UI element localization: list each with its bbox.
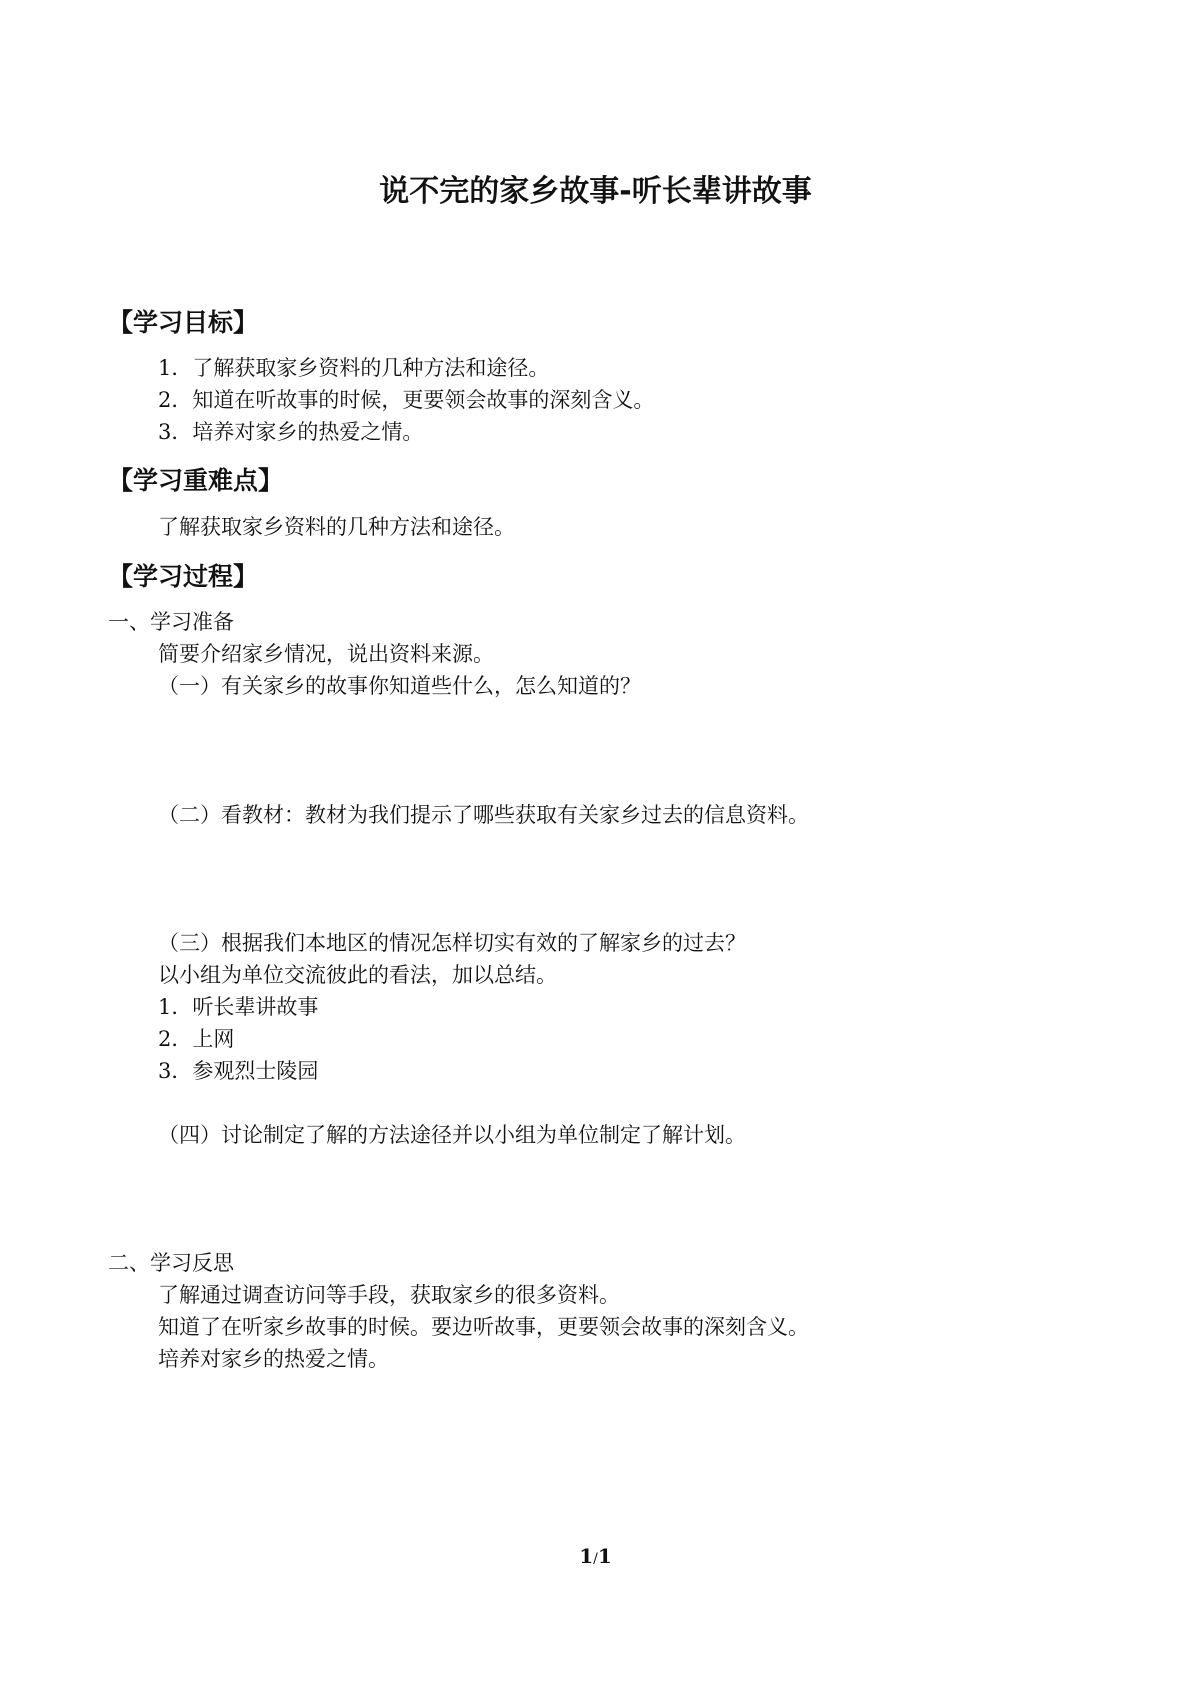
question-3: （三）根据我们本地区的情况怎样切实有效的了解家乡的过去？: [158, 931, 746, 955]
process-heading: 【学习过程】: [108, 562, 259, 591]
objective-item: 3．培养对家乡的热爱之情。: [158, 420, 424, 444]
reflection-line: 了解通过调查访问等手段，获取家乡的很多资料。: [158, 1283, 620, 1307]
reflection-line: 培养对家乡的热爱之情。: [158, 1347, 389, 1371]
document-title: 说不完的家乡故事-听长辈讲故事: [379, 174, 812, 209]
page-total: 1: [597, 1544, 612, 1568]
objectives-heading: 【学习目标】: [108, 308, 259, 337]
question-1: （一）有关家乡的故事你知道些什么，怎么知道的？: [158, 674, 641, 698]
page-separator: /: [593, 1551, 598, 1567]
question-2: （二）看教材：教材为我们提示了哪些获取有关家乡过去的信息资料。: [158, 803, 809, 827]
question-3-note: 以小组为单位交流彼此的看法，加以总结。: [158, 963, 557, 987]
key-points-text: 了解获取家乡资料的几种方法和途径。: [158, 515, 515, 539]
method-item: 1．听长辈讲故事: [158, 995, 319, 1019]
objective-item: 2．知道在听故事的时候，更要领会故事的深刻含义。: [158, 388, 655, 412]
question-4: （四）讨论制定了解的方法途径并以小组为单位制定了解计划。: [158, 1123, 746, 1147]
page-current: 1: [579, 1544, 594, 1568]
section-title: 二、学习反思: [108, 1251, 234, 1275]
reflection-line: 知道了在听家乡故事的时候。要边听故事，更要领会故事的深刻含义。: [158, 1315, 809, 1339]
page-number: [0, 1542, 1191, 1573]
section-title: 一、学习准备: [108, 610, 234, 634]
key-points-heading: 【学习重难点】: [108, 466, 284, 495]
method-item: 3．参观烈士陵园: [158, 1059, 319, 1083]
objective-item: 1．了解获取家乡资料的几种方法和途径。: [158, 356, 550, 380]
section-intro: 简要介绍家乡情况，说出资料来源。: [158, 642, 494, 666]
method-item: 2．上网: [158, 1027, 235, 1051]
